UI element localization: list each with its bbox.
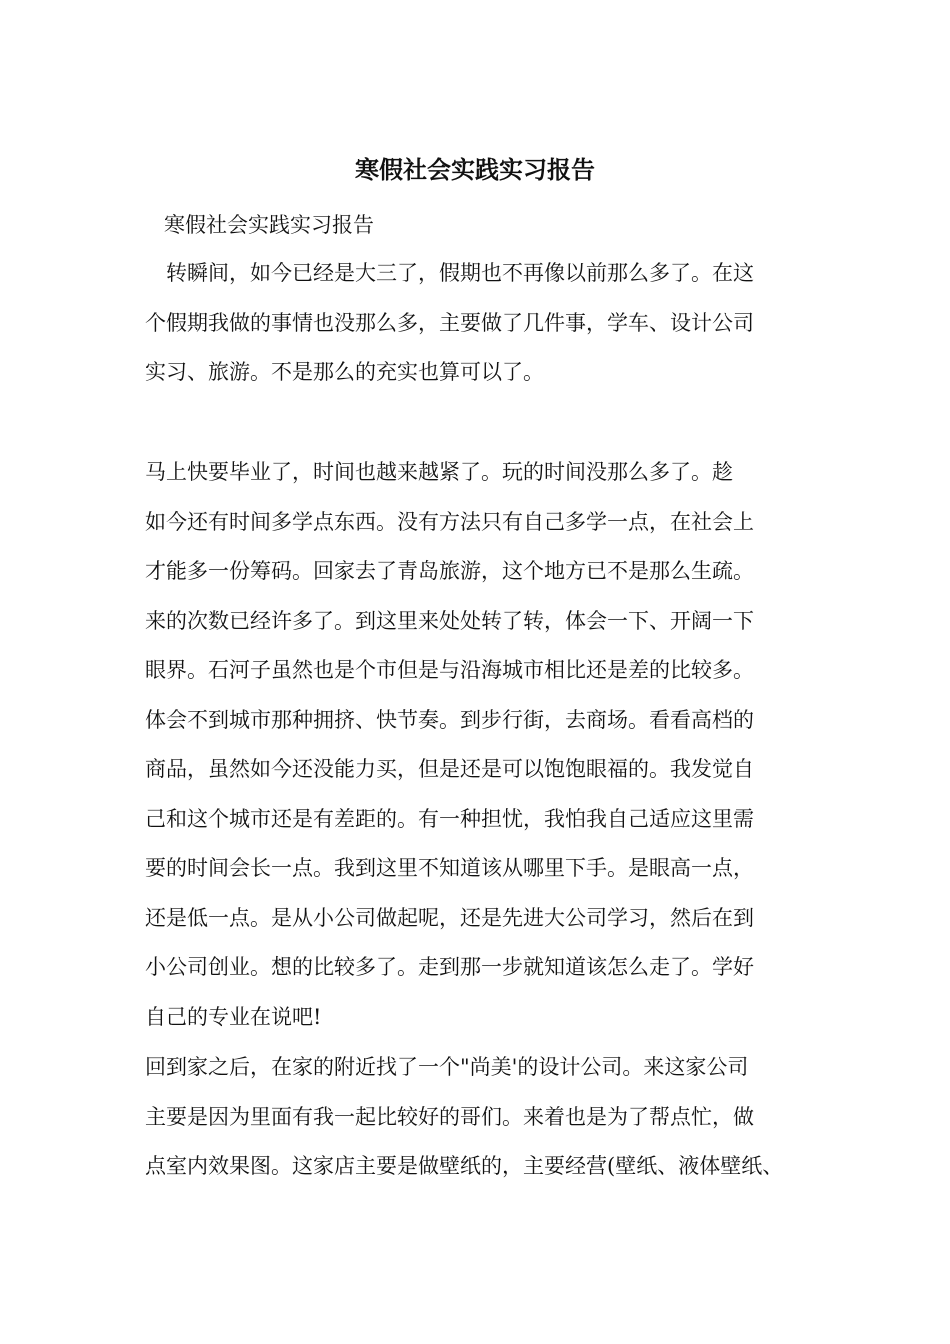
paragraph-line: 还是低一点。是从小公司做起呢，还是先进大公司学习，然后在到 <box>145 905 754 930</box>
paragraph-line: 眼界。石河子虽然也是个市但是与沿海城市相比还是差的比较多。 <box>145 658 754 682</box>
paragraph-1 <box>145 249 825 398</box>
paragraph-line: 主要是因为里面有我一起比较好的哥们。来着也是为了帮点忙，做 <box>145 1104 754 1129</box>
paragraph-line: 体会不到城市那种拥挤、快节奏。到步行街，去商场。看看高档的 <box>145 707 754 732</box>
paragraph-line: 回到家之后，在家的附近找了一个"尚美'的设计公司。来这家公司 <box>145 1055 749 1079</box>
paragraph-line: 己和这个城市还是有差距的。有一种担忧，我怕我自己适应这里需 <box>145 806 754 831</box>
paragraph-line: 点室内效果图。这家店主要是做壁纸的，主要经营(壁纸、液体壁纸、 <box>145 1154 784 1178</box>
document-subtitle: 寒假社会实践实习报告 <box>164 213 374 237</box>
paragraph-line: 商品，虽然如今还没能力买，但是还是可以饱饱眼福的。我发觉自 <box>145 757 754 781</box>
paragraph-3 <box>145 1043 825 1192</box>
paragraph-line: 自己的专业在说吧! <box>145 1004 322 1029</box>
paragraph-line: 要的时间会长一点。我到这里不知道该从哪里下手。是眼高一点， <box>145 856 754 880</box>
paragraph-line: 才能多一份筹码。回家去了青岛旅游，这个地方已不是那么生疏。 <box>145 559 754 583</box>
paragraph-line: 小公司创业。想的比较多了。走到那一步就知道该怎么走了。学好 <box>145 955 754 979</box>
paragraph-line: 如今还有时间多学点东西。没有方法只有自己多学一点，在社会上 <box>145 509 754 534</box>
paragraph-line: 实习、旅游。不是那么的充实也算可以了。 <box>145 360 544 384</box>
document-title: 寒假社会实践实习报告 <box>355 155 595 184</box>
paragraph-2 <box>145 448 825 1042</box>
paragraph-line: 马上快要毕业了，时间也越来越紧了。玩的时间没那么多了。趁 <box>145 460 733 484</box>
paragraph-line: 来的次数已经许多了。到这里来处处转了转，体会一下、开阔一下 <box>145 608 754 633</box>
paragraph-line: 个假期我做的事情也没那么多，主要做了几件事，学车、设计公司 <box>145 310 754 335</box>
paragraph-line: 转瞬间，如今已经是大三了，假期也不再像以前那么多了。在这 <box>145 261 754 285</box>
